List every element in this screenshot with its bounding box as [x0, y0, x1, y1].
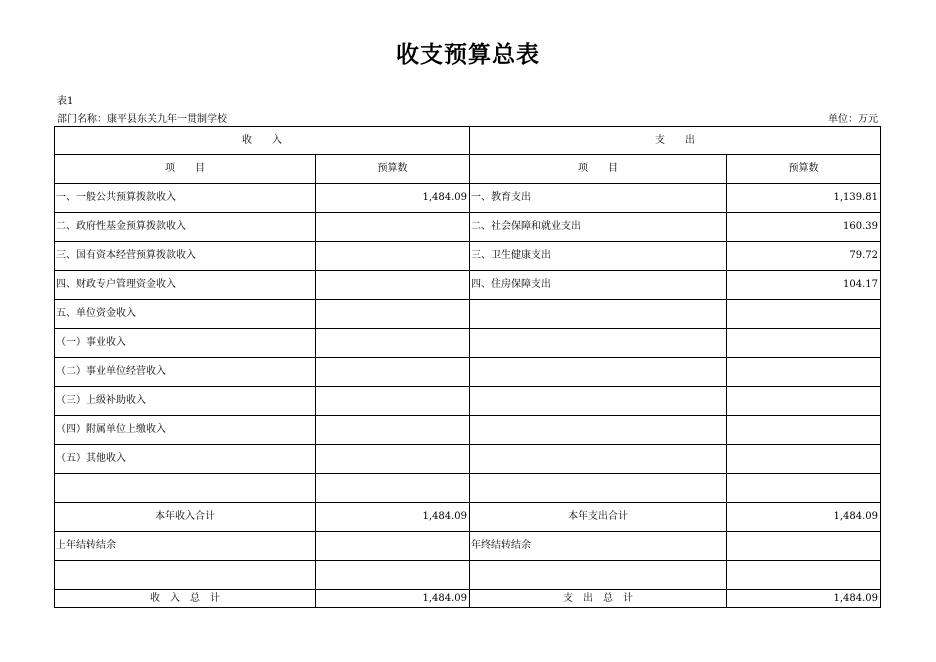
- expense-total-label: 支 出 总 计: [470, 590, 727, 608]
- expense-amount: 104.17: [727, 271, 881, 300]
- table-row: [55, 213, 881, 242]
- expense-amount: [727, 474, 881, 503]
- income-carryover-amount: [316, 532, 470, 561]
- budget-summary-table: [54, 126, 881, 608]
- income-item: 三、国有资本经营预算拨款收入: [55, 242, 316, 271]
- blank-row: [55, 561, 881, 590]
- expense-item: [470, 416, 727, 445]
- expense-amount: [727, 300, 881, 329]
- expense-item: 四、住房保障支出: [470, 271, 727, 300]
- column-header-row: [55, 155, 881, 184]
- expense-amount: 160.39: [727, 213, 881, 242]
- income-section-header: 收 入: [55, 127, 470, 155]
- unit-label: 单位：万元: [828, 114, 878, 125]
- income-amount: [316, 242, 470, 271]
- page-title: 收支预算总表: [396, 42, 540, 68]
- income-item: 五、单位资金收入: [55, 300, 316, 329]
- table-row: [55, 184, 881, 213]
- table-row: [55, 474, 881, 503]
- income-carryover-label: 上年结转结余: [55, 532, 316, 561]
- income-amount: [316, 387, 470, 416]
- income-item: 四、财政专户管理资金收入: [55, 271, 316, 300]
- income-amount: [316, 358, 470, 387]
- income-amount: [316, 213, 470, 242]
- income-item: 一、一般公共预算拨款收入: [55, 184, 316, 213]
- expense-amount: [727, 445, 881, 474]
- income-item: （一）事业收入: [55, 329, 316, 358]
- expense-amount: [727, 387, 881, 416]
- expense-amount: [727, 358, 881, 387]
- expense-amount: [727, 329, 881, 358]
- expense-item: [470, 387, 727, 416]
- table-row: [55, 242, 881, 271]
- total-row: [55, 590, 881, 608]
- table-row: [55, 387, 881, 416]
- income-amount: [316, 300, 470, 329]
- income-item: 二、政府性基金预算拨款收入: [55, 213, 316, 242]
- income-amount: [316, 474, 470, 503]
- income-subtotal-label: 本年收入合计: [55, 503, 316, 532]
- expense-amount: 1,139.81: [727, 184, 881, 213]
- expense-carryover-amount: [727, 532, 881, 561]
- expense-subtotal-label: 本年支出合计: [470, 503, 727, 532]
- expense-item: 三、卫生健康支出: [470, 242, 727, 271]
- income-subtotal-amount: 1,484.09: [316, 503, 470, 532]
- income-item: （三）上级补助收入: [55, 387, 316, 416]
- expense-item: [470, 474, 727, 503]
- expense-item-header: 项 目: [470, 155, 727, 184]
- carryover-row: [55, 532, 881, 561]
- expense-amount: [727, 416, 881, 445]
- table-row: [55, 416, 881, 445]
- income-amount: [316, 445, 470, 474]
- expense-item: 一、教育支出: [470, 184, 727, 213]
- expense-item: [470, 300, 727, 329]
- expense-item: [470, 329, 727, 358]
- income-item: （五）其他收入: [55, 445, 316, 474]
- income-item: （二）事业单位经营收入: [55, 358, 316, 387]
- department-name: 部门名称：康平县东关九年一贯制学校: [57, 114, 227, 125]
- table-row: [55, 300, 881, 329]
- income-item: （四）附属单位上缴收入: [55, 416, 316, 445]
- table-row: [55, 445, 881, 474]
- table-row: [55, 271, 881, 300]
- income-amount: [316, 329, 470, 358]
- table-number: 表1: [57, 96, 74, 107]
- expense-item: [470, 358, 727, 387]
- expense-budget-header: 预算数: [727, 155, 881, 184]
- income-item-header: 项 目: [55, 155, 316, 184]
- section-header-row: [55, 127, 881, 155]
- expense-total-amount: 1,484.09: [727, 590, 881, 608]
- expense-item: [470, 445, 727, 474]
- expense-carryover-label: 年终结转结余: [470, 532, 727, 561]
- income-total-label: 收 入 总 计: [55, 590, 316, 608]
- table-row: [55, 329, 881, 358]
- table-row: [55, 358, 881, 387]
- income-budget-header: 预算数: [316, 155, 470, 184]
- expense-section-header: 支 出: [470, 127, 881, 155]
- expense-amount: 79.72: [727, 242, 881, 271]
- income-item: [55, 474, 316, 503]
- income-amount: [316, 416, 470, 445]
- expense-item: 二、社会保障和就业支出: [470, 213, 727, 242]
- income-amount: [316, 271, 470, 300]
- income-amount: 1,484.09: [316, 184, 470, 213]
- expense-subtotal-amount: 1,484.09: [727, 503, 881, 532]
- subtotal-row: [55, 503, 881, 532]
- income-total-amount: 1,484.09: [316, 590, 470, 608]
